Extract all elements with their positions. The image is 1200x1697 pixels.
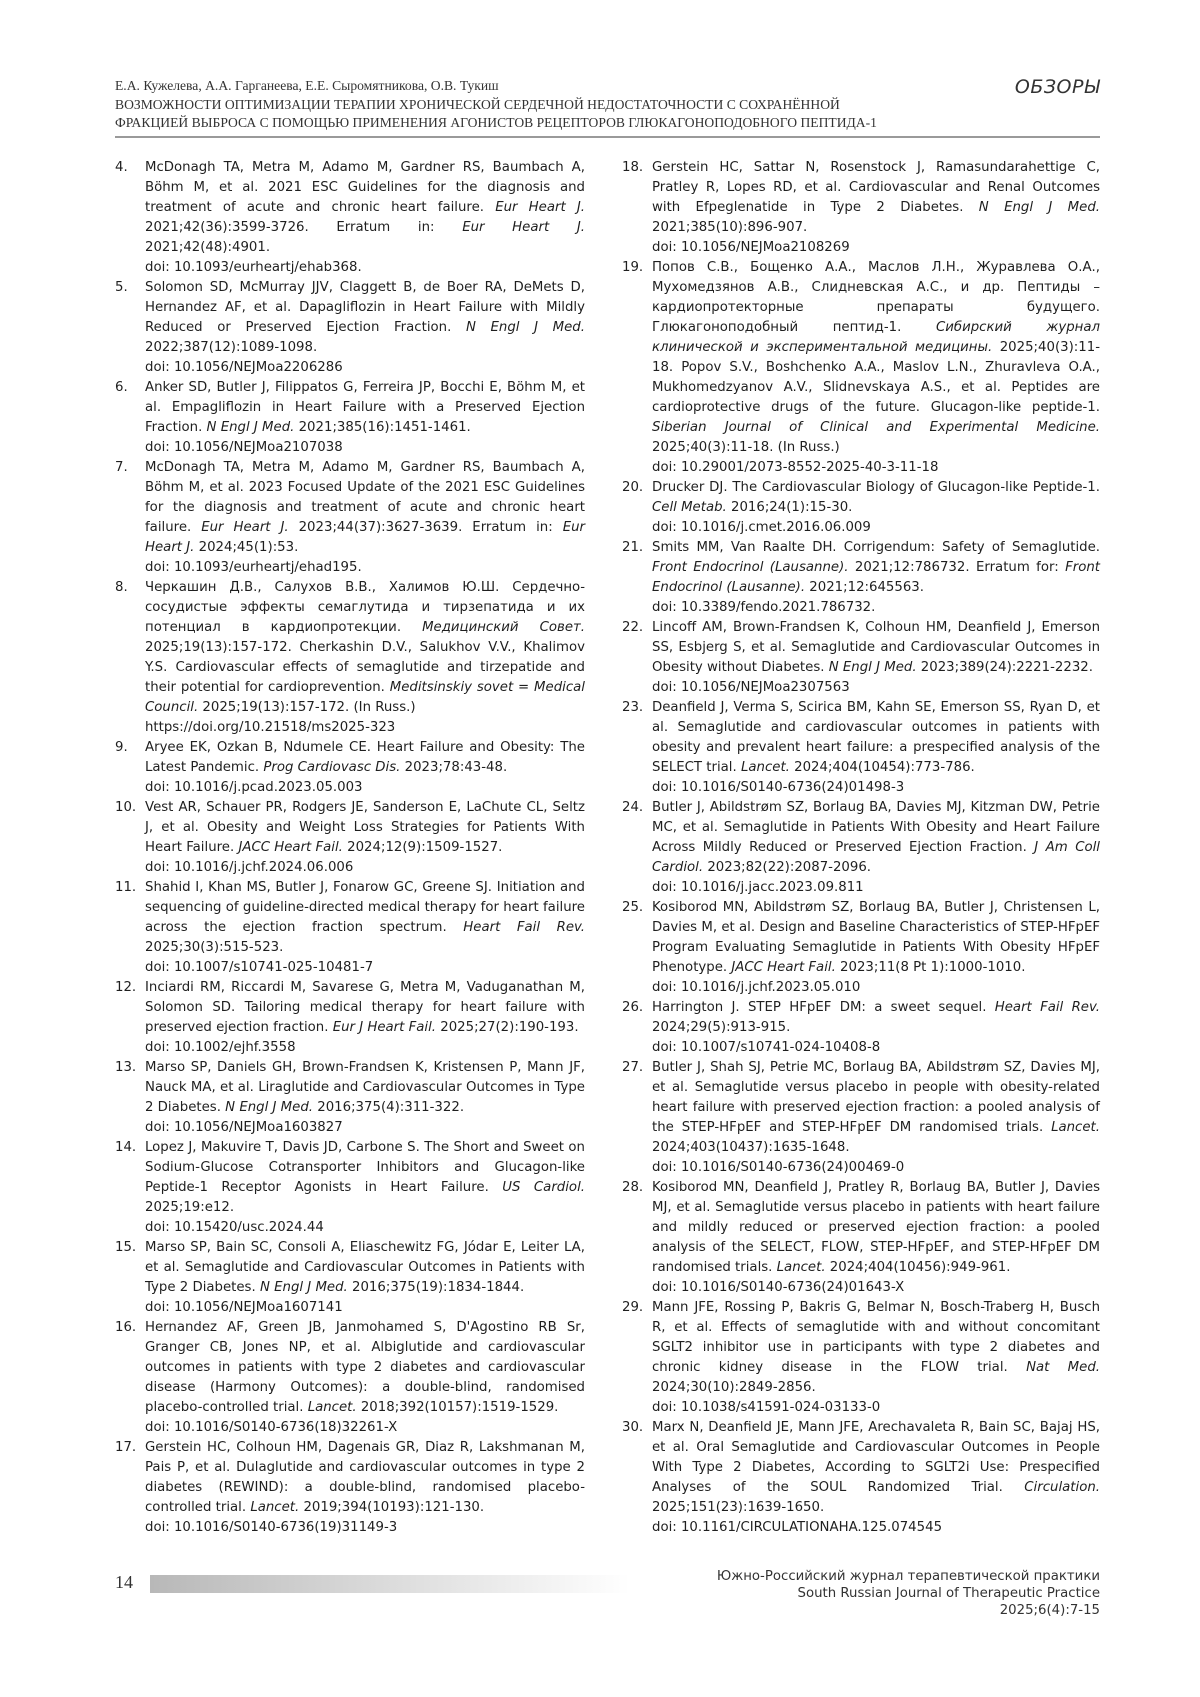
reference-text — [145, 158, 585, 278]
reference-item — [622, 898, 1100, 998]
reference-doi: doi: 10.1056/NEJMoa2206286 — [145, 360, 343, 375]
reference-doi: doi: 10.1056/NEJMoa2108269 — [652, 240, 850, 255]
reference-number: 7. — [115, 460, 128, 475]
reference-segment: Deanfield J, Verma S, Scirica BM, Kahn SE, Emerson SS, Ryan D, et al. Semaglutide and cardiovascular outcomes in patients with obesity and prevalent heart failure: a prespecified analysis of the SELECT trial. — [652, 700, 1100, 775]
reference-text — [652, 998, 1100, 1058]
footer-journal-en: South Russian Journal of Therapeutic Practice — [797, 1586, 1100, 1601]
reference-number: 19. — [622, 260, 644, 275]
reference-item — [622, 618, 1100, 698]
reference-segment: 2025;19(13):157-172. Cherkashin D.V., Salukhov V.V., Khalimov Y.S. Cardiovascular effects of semaglutide and tirzepatide and their potential for cardioprevention. — [145, 640, 585, 695]
reference-segment: 2025;19:e12. — [145, 1200, 235, 1215]
reference-segment: 2022;387(12):1089-1098. — [145, 340, 318, 355]
reference-segment: 2024;404(10454):773-786. — [789, 760, 975, 775]
header-article-title — [115, 96, 995, 131]
reference-segment: Marso SP, Bain SC, Consoli A, Eliaschewitz FG, Jódar E, Leiter LA, et al. Semaglutide and Cardiovascular Outcomes in Patients with Type 2 Diabetes. — [145, 1240, 585, 1295]
reference-item — [622, 998, 1100, 1058]
reference-journal: Meditsinskiy sovet = Medical Council. — [145, 680, 585, 715]
footer-gradient-bar — [150, 1575, 630, 1593]
reference-number: 29. — [622, 1300, 644, 1315]
reference-item — [622, 1178, 1100, 1298]
reference-journal: Front Endocrinol (Lausanne). — [652, 560, 1100, 595]
reference-segment: 2023;78:43-48. — [400, 760, 508, 775]
reference-number: 14. — [115, 1140, 137, 1155]
reference-journal: Nat Med. — [1026, 1360, 1101, 1375]
reference-text — [652, 798, 1100, 898]
reference-segment: Harrington J. STEP HFpEF DM: a sweet sequel. — [652, 1000, 995, 1015]
reference-item — [115, 578, 585, 738]
reference-number: 15. — [115, 1240, 137, 1255]
reference-item — [622, 1058, 1100, 1178]
reference-segment: 2021;12:645563. — [805, 580, 924, 595]
reference-text — [145, 798, 585, 878]
reference-text — [145, 278, 585, 378]
reference-segment: Hernandez AF, Green JB, Janmohamed S, D'Agostino RB Sr, Granger CB, Jones NP, et al. Albiglutide and cardiovascular outcomes in patients with type 2 diabetes and cardiovascular disease (Harmony Outcomes): a double-blind, randomised placebo-controlled trial. — [145, 1320, 585, 1415]
reference-doi: doi: 10.1016/j.pcad.2023.05.003 — [145, 780, 363, 795]
reference-number: 23. — [622, 700, 644, 715]
reference-journal: Prog Cardiovasc Dis. — [263, 760, 401, 775]
reference-doi: doi: 10.1056/NEJMoa2107038 — [145, 440, 343, 455]
section-label: ОБЗОРЫ — [1014, 76, 1100, 98]
reference-item — [622, 258, 1100, 478]
reference-number: 28. — [622, 1180, 644, 1195]
reference-number: 13. — [115, 1060, 137, 1075]
header-title-line-1: ВОЗМОЖНОСТИ ОПТИМИЗАЦИИ ТЕРАПИИ ХРОНИЧЕСКОЙ СЕРДЕЧНОЙ НЕДОСТАТОЧНОСТИ С СОХРАНЁННОЙ — [115, 97, 840, 112]
reference-doi: doi: 10.1016/j.jchf.2024.06.006 — [145, 860, 354, 875]
reference-journal: Медицинский Совет. — [422, 620, 585, 635]
reference-text — [652, 258, 1100, 478]
reference-segment: 2024;30(10):2849-2856. — [652, 1380, 816, 1395]
reference-doi: doi: 10.1093/eurheartj/ehad195. — [145, 560, 362, 575]
reference-segment: McDonagh TA, Metra M, Adamo M, Gardner RS, Baumbach A, Böhm M, et al. 2023 Focused Update of the 2021 ESC Guidelines for the diagnosis and treatment of acute and chronic heart failure. — [145, 460, 585, 535]
reference-doi: doi: 10.1016/S0140-6736(19)31149-3 — [145, 1520, 398, 1535]
reference-segment: 2025;40(3):11-18. (In Russ.) — [652, 440, 840, 455]
reference-item — [622, 1298, 1100, 1418]
reference-segment: 2018;392(10157):1519-1529. — [356, 1400, 559, 1415]
references-left-column — [115, 158, 585, 1538]
reference-text — [145, 378, 585, 458]
reference-segment: Vest AR, Schauer PR, Rodgers JE, Sanderson E, LaChute CL, Seltz J, et al. Obesity and Weight Loss Strategies for Patients With Heart Failure. — [145, 800, 585, 855]
reference-segment: Aryee EK, Ozkan B, Ndumele CE. Heart Failure and Obesity: The Latest Pandemic. — [145, 740, 585, 775]
reference-journal: Eur Heart J. — [201, 520, 289, 535]
reference-number: 27. — [622, 1060, 644, 1075]
reference-number: 4. — [115, 160, 128, 175]
reference-journal: JACC Heart Fail. — [731, 960, 836, 975]
reference-journal: Lancet. — [250, 1500, 300, 1515]
reference-text — [652, 538, 1100, 618]
reference-segment: Попов С.В., Бощенко А.А., Маслов Л.Н., Журавлева О.А., Мухомедзянов А.В., Слидневская А.С., и др. Пептиды – кардиопротекторные препараты будущего. Глюкагоноподобный пептид-1. — [652, 260, 1100, 335]
reference-item — [115, 1318, 585, 1438]
reference-item — [115, 158, 585, 278]
reference-segment: Solomon SD, McMurray JJV, Claggett B, de Boer RA, DeMets D, Hernandez AF, et al. Dapagliflozin in Heart Failure with Mildly Reduced or Preserved Ejection Fraction. — [145, 280, 585, 335]
footer-issue: 2025;6(4):7-15 — [999, 1603, 1100, 1618]
reference-number: 18. — [622, 160, 644, 175]
reference-journal: Lancet. — [740, 760, 790, 775]
reference-text — [652, 698, 1100, 798]
reference-number: 17. — [115, 1440, 137, 1455]
reference-segment: 2025;19(13):157-172. (In Russ.) — [198, 700, 416, 715]
reference-doi: doi: 10.1056/NEJMoa2307563 — [652, 680, 850, 695]
reference-number: 22. — [622, 620, 644, 635]
reference-journal: Siberian Journal of Clinical and Experimental Medicine. — [652, 420, 1100, 435]
reference-segment: 2021;385(10):896-907. — [652, 220, 808, 235]
reference-journal: Eur Heart J. — [495, 200, 585, 215]
reference-item — [622, 798, 1100, 898]
header-divider — [115, 136, 1100, 138]
reference-segment: 2023;82(22):2087-2096. — [703, 860, 872, 875]
reference-item — [115, 798, 585, 878]
reference-journal: Eur Heart J. — [462, 220, 586, 235]
reference-segment: Kosiborod MN, Abildstrøm SZ, Borlaug BA, Butler J, Christensen L, Davies M, et al. Design and Baseline Characteristics of STEP-HFpEF Program Evaluating Semaglutide in Patients With Obesity HFpEF Phenotype. — [652, 900, 1100, 975]
reference-journal: J Am Coll Cardiol. — [652, 840, 1100, 875]
reference-journal: N Engl J Med. — [465, 320, 585, 335]
reference-text — [145, 1138, 585, 1238]
reference-segment: McDonagh TA, Metra M, Adamo M, Gardner RS, Baumbach A, Böhm M, et al. 2021 ESC Guidelines for the diagnosis and treatment of acute and chronic heart failure. — [145, 160, 585, 215]
reference-number: 9. — [115, 740, 128, 755]
reference-doi: doi: 10.29001/2073-8552-2025-40-3-11-18 — [652, 460, 939, 475]
reference-item — [115, 278, 585, 378]
reference-doi: doi: 10.1016/S0140-6736(18)32261-X — [145, 1420, 398, 1435]
reference-segment: 2023;44(37):3627-3639. Erratum in: — [288, 520, 563, 535]
reference-item — [622, 538, 1100, 618]
footer-journal-ru: Южно-Российский журнал терапевтической практики — [716, 1569, 1100, 1584]
reference-segment: Butler J, Abildstrøm SZ, Borlaug BA, Davies MJ, Kitzman DW, Petrie MC, et al. Semaglutide in Patients With Obesity and Heart Failure Across Mildly Reduced or Preserved Ejection Fraction. — [652, 800, 1100, 855]
reference-number: 5. — [115, 280, 128, 295]
reference-doi: doi: 10.15420/usc.2024.44 — [145, 1220, 324, 1235]
reference-item — [622, 698, 1100, 798]
reference-segment: Butler J, Shah SJ, Petrie MC, Borlaug BA, Abildstrøm SZ, Davies MJ, et al. Semaglutide versus placebo in people with obesity-related heart failure with preserved ejection fraction: a pooled analysis of the STEP-HFpEF and STEP-HFpEF DM randomised trials. — [652, 1060, 1100, 1135]
reference-segment: 2025;27(2):190-193. — [436, 1020, 579, 1035]
reference-number: 12. — [115, 980, 137, 995]
header-title-line-2: ФРАКЦИЕЙ ВЫБРОСА С ПОМОЩЬЮ ПРИМЕНЕНИЯ АГОНИСТОВ РЕЦЕПТОРОВ ГЛЮКАГОНОПОДОБНОГО ПЕПТИДА-1 — [115, 114, 877, 130]
reference-segment: Drucker DJ. The Cardiovascular Biology of Glucagon-like Peptide-1. — [652, 480, 1100, 495]
reference-number: 26. — [622, 1000, 644, 1015]
reference-item — [115, 978, 585, 1058]
reference-segment: Smits MM, Van Raalte DH. Corrigendum: Safety of Semaglutide. — [652, 540, 1100, 555]
reference-journal: Lancet. — [307, 1400, 357, 1415]
reference-text — [145, 1318, 585, 1438]
reference-segment: Shahid I, Khan MS, Butler J, Fonarow GC, Greene SJ. Initiation and sequencing of guideline-directed medical therapy for heart failure across the ejection fraction spectrum. — [145, 880, 585, 935]
reference-text — [145, 458, 585, 578]
reference-segment: Gerstein HC, Sattar N, Rosenstock J, Ramasundarahettige C, Pratley R, Lopes RD, et al. Cardiovascular and Renal Outcomes with Efpeglenatide in Type 2 Diabetes. — [652, 160, 1100, 215]
reference-segment: 2025;40(3):11-18. Popov S.V., Boshchenko A.A., Maslov L.N., Zhuravleva O.A., Mukhomedzyanov A.V., Slidnevskaya A.S., et al. Peptides are cardioprotective drugs of the future. Glucagon-like peptide-1. — [652, 340, 1100, 415]
reference-segment: 2023;389(24):2221-2232. — [916, 660, 1093, 675]
reference-doi: doi: 10.1093/eurheartj/ehab368. — [145, 260, 362, 275]
reference-segment: Inciardi RM, Riccardi M, Savarese G, Metra M, Vaduganathan M, Solomon SD. Tailoring medical therapy for heart failure with preserved ejection fraction. — [145, 980, 585, 1035]
reference-text — [652, 158, 1100, 258]
reference-segment: 2025;151(23):1639-1650. — [652, 1500, 825, 1515]
footer-journal-info — [717, 1568, 1100, 1619]
reference-doi: doi: 10.1002/ejhf.3558 — [145, 1040, 296, 1055]
reference-item — [622, 478, 1100, 538]
reference-segment: Marx N, Deanfield JE, Mann JFE, Arechavaleta R, Bain SC, Bajaj HS, et al. Oral Semaglutide and Cardiovascular Outcomes in People With Type 2 Diabetes, According to SGLT2i Use: Prespecified Analyses of the SOUL Randomized Trial. — [652, 1420, 1100, 1495]
reference-item — [115, 1238, 585, 1318]
reference-doi: doi: 10.1056/NEJMoa1603827 — [145, 1120, 343, 1135]
reference-segment: 2016;24(1):15-30. — [726, 500, 853, 515]
reference-text — [145, 1058, 585, 1138]
reference-segment: Anker SD, Butler J, Filippatos G, Ferreira JP, Bocchi E, Böhm M, et al. Empagliflozin in Heart Failure with a Preserved Ejection Fraction. — [145, 380, 585, 435]
reference-doi: https://doi.org/10.21518/ms2025-323 — [145, 720, 396, 735]
reference-text — [652, 618, 1100, 698]
reference-journal: Cell Metab. — [652, 500, 727, 515]
reference-doi: doi: 10.1007/s10741-024-10408-8 — [652, 1040, 881, 1055]
reference-number: 16. — [115, 1320, 137, 1335]
reference-journal: JACC Heart Fail. — [238, 840, 343, 855]
reference-segment: 2021;12:786732. Erratum for: — [848, 560, 1066, 575]
reference-doi: doi: 10.1016/j.cmet.2016.06.009 — [652, 520, 871, 535]
reference-number: 24. — [622, 800, 644, 815]
reference-number: 11. — [115, 880, 137, 895]
reference-item — [115, 1138, 585, 1238]
reference-doi: doi: 10.1016/j.jacc.2023.09.811 — [652, 880, 864, 895]
reference-item — [115, 738, 585, 798]
references-right-column — [622, 158, 1100, 1538]
reference-doi: doi: 10.1016/j.jchf.2023.05.010 — [652, 980, 861, 995]
reference-segment: 2019;394(10193):121-130. — [299, 1500, 485, 1515]
reference-text — [145, 1438, 585, 1538]
reference-segment: 2021;42(48):4901. — [145, 240, 271, 255]
reference-number: 8. — [115, 580, 128, 595]
reference-journal: Lancet. — [776, 1260, 826, 1275]
reference-item — [115, 1058, 585, 1138]
reference-number: 20. — [622, 480, 644, 495]
reference-journal: Heart Fail Rev. — [463, 920, 586, 935]
reference-segment: 2025;30(3):515-523. — [145, 940, 284, 955]
reference-segment: 2023;11(8 Pt 1):1000-1010. — [835, 960, 1026, 975]
reference-text — [652, 1298, 1100, 1418]
reference-segment: 2016;375(19):1834-1844. — [347, 1280, 525, 1295]
reference-segment: Lopez J, Makuvire T, Davis JD, Carbone S. The Short and Sweet on Sodium-Glucose Cotransporter Inhibitors and Glucagon-like Peptide-1 Receptor Agonists in Heart Failure. — [145, 1140, 585, 1195]
reference-number: 21. — [622, 540, 644, 555]
reference-doi: doi: 10.1016/S0140-6736(24)01643-X — [652, 1280, 905, 1295]
reference-segment: 2024;12(9):1509-1527. — [342, 840, 503, 855]
reference-segment: Черкашин Д.В., Салухов В.В., Халимов Ю.Ш. Сердечно-сосудистые эффекты семаглутида и тирзепатида и их потенциал в кардиопротекции. — [145, 580, 585, 635]
reference-journal: Heart Fail Rev. — [994, 1000, 1100, 1015]
reference-segment: 2021;385(16):1451-1461. — [294, 420, 471, 435]
reference-journal: N Engl J Med. — [225, 1100, 314, 1115]
reference-segment: Mann JFE, Rossing P, Bakris G, Belmar N, Bosch-Traberg H, Busch R, et al. Effects of semaglutide with and without concomitant SGLT2 inhibitor use in participants with type 2 diabetes and chronic kidney disease in the FLOW trial. — [652, 1300, 1100, 1375]
reference-journal: Eur Heart J. — [145, 520, 585, 555]
reference-journal: Eur J Heart Fail. — [332, 1020, 437, 1035]
reference-doi: doi: 10.1161/CIRCULATIONAHA.125.074545 — [652, 1520, 943, 1535]
reference-segment: 2021;42(36):3599-3726. Erratum in: — [145, 220, 463, 235]
reference-text — [145, 738, 585, 798]
reference-item — [115, 878, 585, 978]
reference-doi: doi: 10.1007/s10741-025-10481-7 — [145, 960, 374, 975]
reference-segment: 2024;45(1):53. — [194, 540, 299, 555]
reference-segment: 2024;404(10456):949-961. — [825, 1260, 1011, 1275]
reference-segment: 2016;375(4):311-322. — [313, 1100, 465, 1115]
reference-number: 10. — [115, 800, 137, 815]
reference-text — [145, 578, 585, 738]
reference-number: 6. — [115, 380, 128, 395]
reference-item — [622, 158, 1100, 258]
reference-journal: Front Endocrinol (Lausanne). — [652, 560, 849, 575]
reference-segment: Kosiborod MN, Deanfield J, Pratley R, Borlaug BA, Butler J, Davies MJ, et al. Semaglutide versus placebo in patients with heart failure and mildly reduced or preserved ejection fraction: a pooled analysis of the SELECT, FLOW, STEP-HFpEF, and STEP-HFpEF DM randomised trials. — [652, 1180, 1100, 1275]
reference-journal: Сибирский журнал клинической и экспериментальной медицины. — [652, 320, 1100, 355]
reference-text — [145, 978, 585, 1058]
reference-number: 30. — [622, 1420, 644, 1435]
reference-journal: N Engl J Med. — [828, 660, 917, 675]
reference-text — [652, 1178, 1100, 1298]
reference-text — [652, 1418, 1100, 1538]
reference-item — [115, 1438, 585, 1538]
header-authors: Е.А. Кужелева, А.А. Гарганеева, Е.Е. Сыромятникова, О.В. Тукиш — [115, 78, 499, 93]
reference-segment: Lincoff AM, Brown-Frandsen K, Colhoun HM, Deanfield J, Emerson SS, Esbjerg S, et al. Semaglutide and Cardiovascular Outcomes in Obesity without Diabetes. — [652, 620, 1100, 675]
reference-journal: US Cardiol. — [502, 1180, 585, 1195]
reference-segment: 2024;403(10437):1635-1648. — [652, 1140, 850, 1155]
page-number: 14 — [115, 1572, 133, 1592]
reference-journal: Lancet. — [1051, 1120, 1100, 1135]
reference-text — [652, 1058, 1100, 1178]
reference-item — [115, 458, 585, 578]
reference-doi: doi: 10.3389/fendo.2021.786732. — [652, 600, 876, 615]
reference-journal: N Engl J Med. — [259, 1280, 348, 1295]
reference-text — [145, 878, 585, 978]
reference-text — [652, 478, 1100, 538]
reference-text — [652, 898, 1100, 998]
reference-text — [145, 1238, 585, 1318]
reference-doi: doi: 10.1016/S0140-6736(24)01498-3 — [652, 780, 905, 795]
reference-doi: doi: 10.1056/NEJMoa1607141 — [145, 1300, 343, 1315]
reference-segment: 2024;29(5):913-915. — [652, 1020, 791, 1035]
reference-journal: Circulation. — [1024, 1480, 1100, 1495]
reference-segment: Marso SP, Daniels GH, Brown-Frandsen K, Kristensen P, Mann JF, Nauck MA, et al. Liraglutide and Cardiovascular Outcomes in Type 2 Diabetes. — [145, 1060, 585, 1115]
reference-item — [622, 1418, 1100, 1538]
reference-item — [115, 378, 585, 458]
reference-journal: N Engl J Med. — [206, 420, 295, 435]
reference-journal: N Engl J Med. — [978, 200, 1100, 215]
reference-number: 25. — [622, 900, 644, 915]
reference-doi: doi: 10.1016/S0140-6736(24)00469-0 — [652, 1160, 905, 1175]
reference-segment: Gerstein HC, Colhoun HM, Dagenais GR, Diaz R, Lakshmanan M, Pais P, et al. Dulaglutide and cardiovascular outcomes in type 2 diabetes (REWIND): a double-blind, randomised placebo-controlled trial. — [145, 1440, 585, 1515]
reference-doi: doi: 10.1038/s41591-024-03133-0 — [652, 1400, 881, 1415]
